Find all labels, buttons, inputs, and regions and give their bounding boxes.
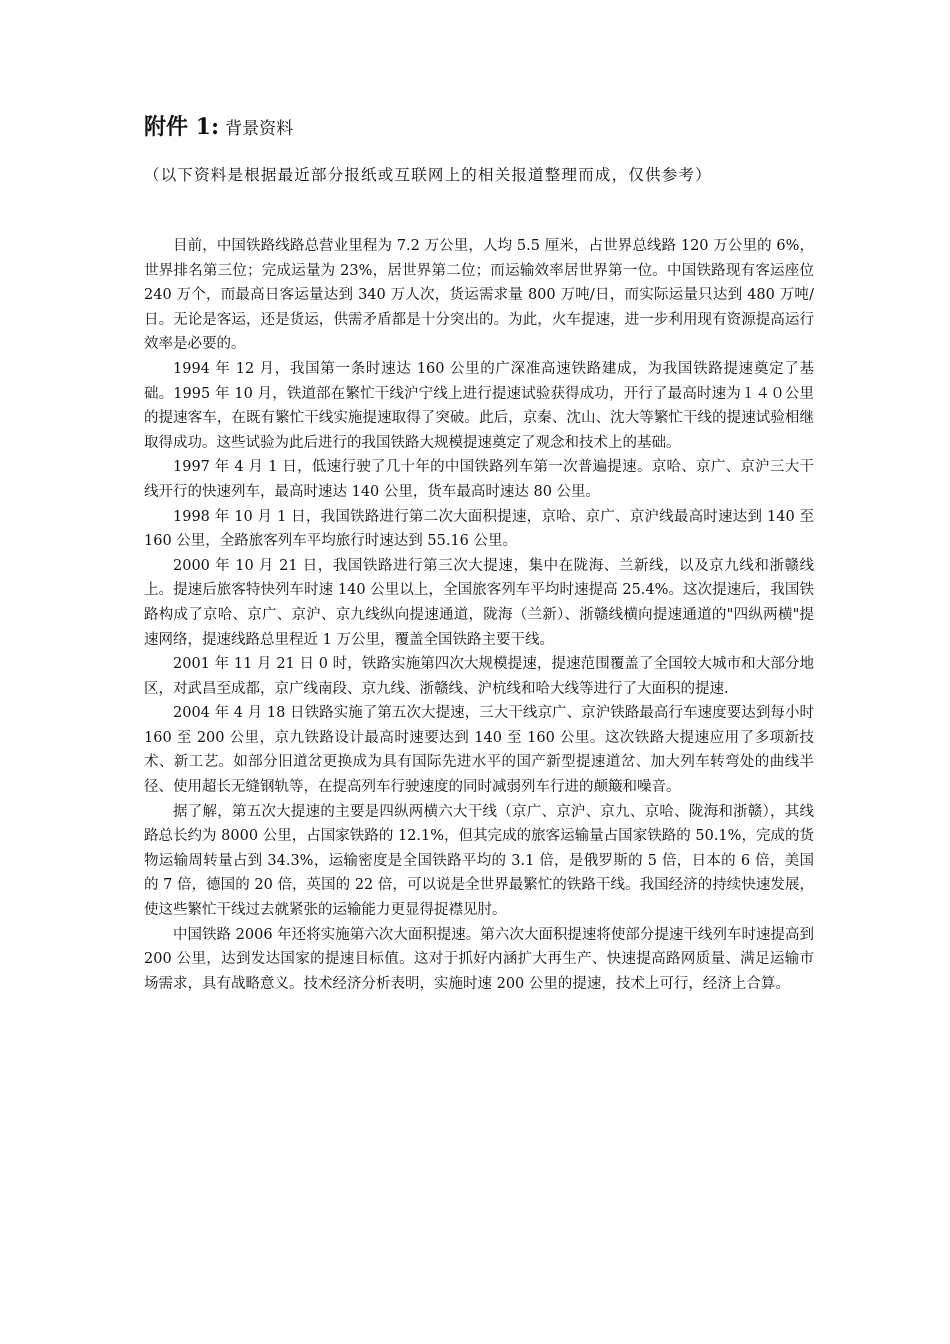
document-body (144, 234, 814, 996)
paragraph: 1997 年 4 月 1 日，低速行驶了几十年的中国铁路列车第一次普遍提速。京哈、京广、京沪三大干线开行的快速列车，最高时速达 140 公里，货车最高时速达 80 公里。 (144, 459, 814, 500)
paragraph: 中国铁路 2006 年还将实施第六次大面积提速。第六次大面积提速将使部分提速干线列车时速提高到 200 公里，达到发达国家的提速目标值。这对于抓好内涵扩大再生产、快速提高路网质量、满足运输市场需求，具有战略意义。技术经济分析表明，实施时速 200 公里的提速，技术上可行，经济上合算。 (144, 926, 814, 992)
paragraph: 2004 年 4 月 18 日铁路实施了第五次大提速，三大干线京广、京沪铁路最高行车速度要达到每小时 160 至 200 公里，京九铁路设计最高时速要达到 140 至 160 公里。这次铁路大提速应用了多项新技术、新工艺。如部分旧道岔更换成为具有国际先进水平的国产新型提速道岔、加大列车转弯处的曲线半径、使用超长无缝钢轨等，在提高列车行驶速度的同时减弱列车行进的颠簸和噪音。 (144, 705, 814, 796)
paragraph: 据了解，第五次大提速的主要是四纵两横六大干线（京广、京沪、京九、京哈、陇海和浙赣），其线路总长约为 8000 公里，占国家铁路的 12.1%，但其完成的旅客运输量占国家铁路的 50.1%，完成的货物运输周转量占到 34.3%，运输密度是全国铁路平均的 3.1 倍，是俄罗斯的 5 倍，日本的 6 倍，美国的 7 倍，德国的 20 倍，英国的 22 倍，可以说是全世界最繁忙的铁路干线。我国经济的持续快速发展，使这些繁忙干线过去就紧张的运输能力更显得捉襟见肘。 (144, 803, 814, 919)
paragraph: 目前，中国铁路线路总营业里程为 7.2 万公里，人均 5.5 厘米，占世界总线路 120 万公里的 6%，世界排名第三位；完成运量为 23%，居世界第二位；而运输效率居世界第一位。中国铁路现有客运座位 240 万个，而最高日客运量达到 340 万人次，货运需求量 800 万吨/日，而实际运量只达到 480 万吨/日。无论是客运，还是货运，供需矛盾都是十分突出的。为此，火车提速，进一步利用现有资源提高运行效率是必要的。 (144, 238, 814, 353)
document-title (144, 110, 293, 141)
paragraph: 1994 年 12 月，我国第一条时速达 160 公里的广深准高速铁路建成，为我国铁路提速奠定了基础。1995 年 10 月，铁道部在繁忙干线沪宁线上进行提速试验获得成功，开行了最高时速为１４０公里的提速客车，在既有繁忙干线实施提速取得了突破。此后，京秦、沈山、沈大等繁忙干线的提速试验相继取得成功。这些试验为此后进行的我国铁路大规模提速奠定了观念和技术上的基础。 (144, 360, 814, 451)
title-prefix: 附件 1: (144, 114, 220, 140)
paragraph: 1998 年 10 月 1 日，我国铁路进行第二次大面积提速，京哈、京广、京沪线最高时速达到 140 至 160 公里，全路旅客列车平均旅行时速达到 55.16 公里。 (144, 508, 814, 550)
source-note: （以下资料是根据最近部分报纸或互联网上的相关报道整理而成，仅供参考） (144, 166, 712, 184)
paragraph: 2000 年 10 月 21 日，我国铁路进行第三次大提速，集中在陇海、兰新线，以及京九线和浙赣线上。提速后旅客特快列车时速 140 公里以上，全国旅客列车平均时速提高 25.4%。这次提速后，我国铁路构成了京哈、京广、京沪、京九线纵向提速通道，陇海（兰新）、浙赣线横向提速通道的"四纵两横"提速网络，提速线路总里程近 1 万公里，覆盖全国铁路主要干线。 (144, 557, 814, 648)
title-text: 背景资料 (225, 119, 294, 139)
paragraph: 2001 年 11 月 21 日 0 时，铁路实施第四次大规模提速，提速范围覆盖了全国较大城市和大部分地区，对武昌至成都，京广线南段、京九线、浙赣线、沪杭线和哈大线等进行了大面积的提速. (144, 656, 814, 697)
